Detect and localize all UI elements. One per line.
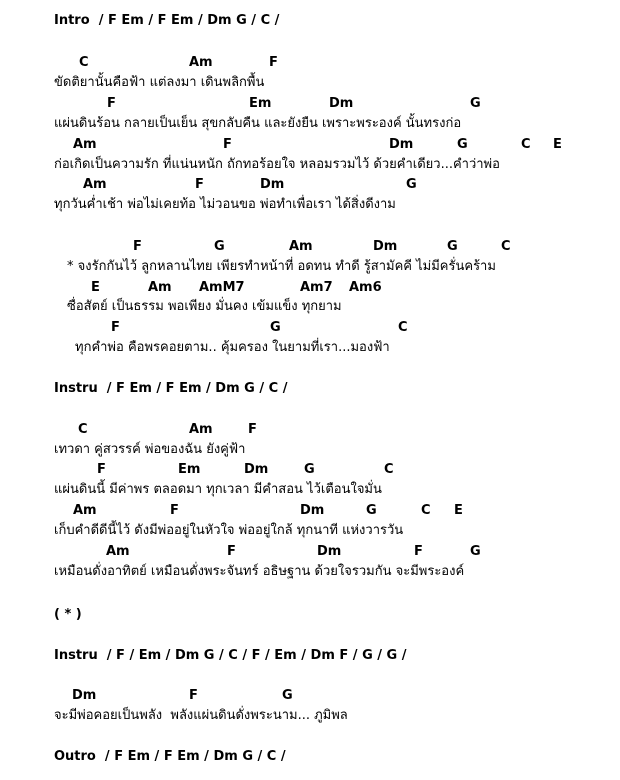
chord: Am	[189, 422, 213, 437]
chord: Em	[178, 462, 201, 477]
chord: F	[223, 137, 232, 152]
chord: F	[227, 544, 236, 559]
chord: F	[170, 503, 179, 518]
chord: C	[501, 239, 511, 254]
chord: F	[248, 422, 257, 437]
chord: E	[454, 503, 463, 518]
chord: Dm	[329, 96, 354, 111]
chord: Dm	[244, 462, 269, 477]
lyric-line: ทุกคำพ่อ คือพรคอยตาม.. คุ้มครอง ในยามที่เรา...มองฟ้า	[75, 340, 390, 355]
chord: C	[384, 462, 394, 477]
chord: Am6	[349, 280, 382, 295]
chord: Dm	[389, 137, 414, 152]
chord: Am7	[300, 280, 333, 295]
chord: Am	[289, 239, 313, 254]
chord: Dm	[72, 688, 97, 703]
chord: Dm	[317, 544, 342, 559]
chord: AmM7	[199, 280, 245, 295]
lyric-line: แผ่นดินร้อน กลายเป็นเย็น สุขกลับคืน และยังยืน เพราะพระองค์ นั้นทรงก่อ	[54, 116, 462, 131]
chord: F	[189, 688, 198, 703]
lyric-line: แผ่นดินนี้ มีค่าพร ตลอดมา ทุกเวลา มีคำสอน ไว้เตือนใจมั่น	[54, 482, 382, 497]
instrumental-progression: Instru / F / Em / Dm G / C / F / Em / Dm F / G / G /	[54, 648, 407, 663]
lyric-line: ซื่อสัตย์ เป็นธรรม พอเพียง มั่นคง เข้มแข็ง ทุกยาม	[67, 299, 342, 314]
chord: C	[398, 320, 408, 335]
lyric-line: * จงรักกันไว้ ลูกหลานไทย เพียรทำหน้าที่ อดทน ทำดี รู้สามัคคี ไม่มีครั่นคร้าม	[67, 259, 496, 274]
chord: G	[406, 177, 417, 192]
chord: C	[421, 503, 431, 518]
chord: E	[553, 137, 562, 152]
chord: Am	[189, 55, 213, 70]
chord: G	[282, 688, 293, 703]
chord: F	[195, 177, 204, 192]
chord: F	[97, 462, 106, 477]
lyric-line: เหมือนดั่งอาทิตย์ เหมือนดั่งพระจันทร์ อธิษฐาน ด้วยใจรวมกัน จะมีพระองค์	[54, 564, 465, 579]
chord: C	[78, 422, 88, 437]
chord: G	[304, 462, 315, 477]
lyric-line: ก่อเกิดเป็นความรัก ที่แน่นหนัก ถักทอร้อยใจ หลอมรวมไว้ ด้วยคำเดียว...คำว่าพ่อ	[54, 157, 500, 172]
chord: Am	[73, 503, 97, 518]
chord: Dm	[373, 239, 398, 254]
chord: Dm	[260, 177, 285, 192]
chord: Am	[106, 544, 130, 559]
chord: Dm	[300, 503, 325, 518]
lyric-line: ขัดติยานั้นคือฟ้า แต่ลงมา เดินพลิกพื้น	[54, 75, 265, 90]
chord: Am	[83, 177, 107, 192]
chord: G	[214, 239, 225, 254]
chord: G	[366, 503, 377, 518]
outro-progression: Outro / F Em / F Em / Dm G / C /	[54, 749, 286, 764]
chord: C	[521, 137, 531, 152]
intro-progression: Intro / F Em / F Em / Dm G / C /	[54, 13, 280, 28]
chord: F	[133, 239, 142, 254]
chord: Am	[148, 280, 172, 295]
lyric-line: จะมีพ่อคอยเป็นพลัง พลังแผ่นดินดั่งพระนาม... ภูมิพล	[54, 708, 348, 723]
instrumental-progression: Instru / F Em / F Em / Dm G / C /	[54, 381, 288, 396]
lyric-line: ทุกวันค่ำเช้า พ่อไม่เคยท้อ ไม่วอนขอ พ่อทำเพื่อเรา ได้สิ่งดีงาม	[54, 197, 396, 212]
chord: G	[270, 320, 281, 335]
chord: F	[111, 320, 120, 335]
chord: E	[91, 280, 100, 295]
chord: G	[470, 96, 481, 111]
chord: F	[269, 55, 278, 70]
chord: Am	[73, 137, 97, 152]
lyric-line: เทวดา คู่สวรรค์ พ่อของฉัน ยังคู่ฟ้า	[54, 442, 246, 457]
chord: F	[107, 96, 116, 111]
chord: C	[79, 55, 89, 70]
chord: G	[447, 239, 458, 254]
chord: G	[470, 544, 481, 559]
chord: F	[414, 544, 423, 559]
lyric-line: เก็บคำดีดีนี้ไว้ ดังมีพ่ออยู่ในหัวใจ พ่ออยู่ใกล้ ทุกนาที แห่งวารวัน	[54, 523, 404, 538]
chord: Em	[249, 96, 272, 111]
chord: G	[457, 137, 468, 152]
repeat-chorus-marker: ( * )	[54, 607, 82, 622]
